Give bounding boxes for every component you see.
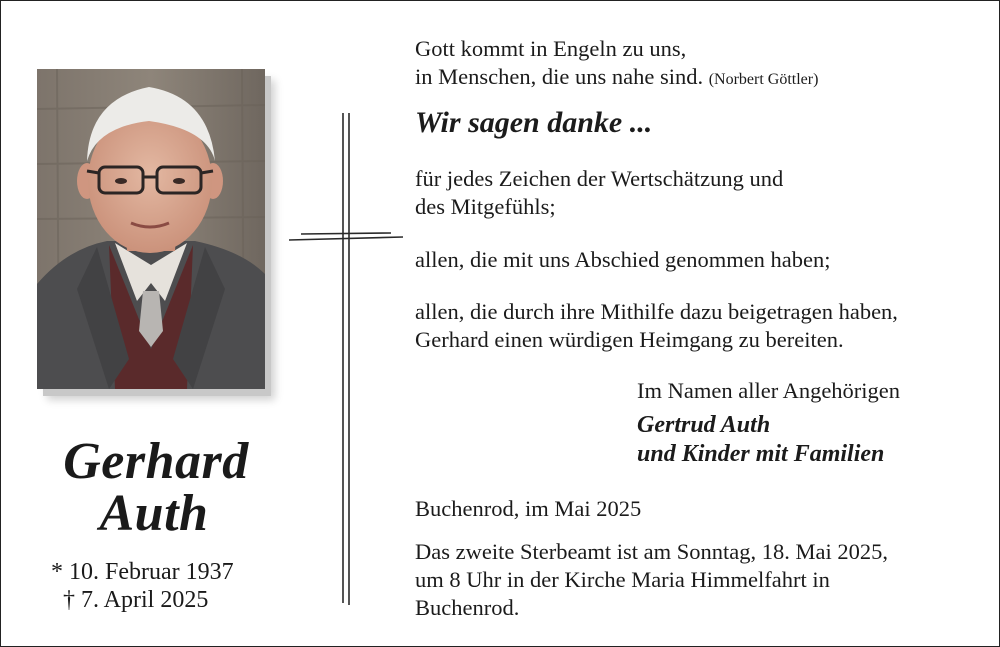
mass-line-3: Buchenrod.	[415, 595, 520, 620]
place-date: Buchenrod, im Mai 2025	[415, 496, 642, 521]
deceased-last-name: Auth	[99, 485, 209, 542]
thanks-paragraph-2: allen, die mit uns Abschied genommen haben;	[415, 247, 831, 272]
cross-icon	[287, 113, 407, 608]
signature-names	[637, 411, 884, 469]
thanks-p3-line-1: allen, die durch ihre Mithilfe dazu beigetragen haben,	[415, 299, 898, 324]
signature-intro: Im Namen aller Angehörigen	[637, 378, 901, 403]
thanks-paragraph-3	[415, 298, 898, 354]
thanks-p1-line-2: des Mitgefühls;	[415, 194, 556, 219]
memorial-mass-notice	[415, 538, 888, 622]
thanks-paragraph-1	[415, 165, 783, 221]
thanks-p3-line-2: Gerhard einen würdigen Heimgang zu bereiten.	[415, 327, 844, 352]
motto-line-2: in Menschen, die uns nahe sind. (Norbert Göttler)	[415, 64, 819, 89]
death-date: † 7. April 2025	[63, 587, 209, 613]
signature-name-2: und Kinder mit Familien	[637, 441, 885, 467]
deceased-first-name: Gerhard	[63, 433, 249, 490]
birth-date: * 10. Februar 1937	[51, 559, 234, 585]
motto-line-1: Gott kommt in Engeln zu uns,	[415, 36, 687, 61]
portrait-photo	[37, 69, 265, 389]
thanks-p1-line-1: für jedes Zeichen der Wertschätzung und	[415, 166, 784, 191]
mass-line-2: um 8 Uhr in der Kirche Maria Himmelfahrt in	[415, 567, 830, 592]
thanks-heading: Wir sagen danke ...	[415, 106, 653, 139]
mass-line-1: Das zweite Sterbeamt ist am Sonntag, 18. Mai 2025,	[415, 539, 889, 564]
motto	[415, 35, 818, 94]
signature-name-1: Gertrud Auth	[637, 412, 771, 438]
motto-author: (Norbert Göttler)	[708, 71, 819, 88]
